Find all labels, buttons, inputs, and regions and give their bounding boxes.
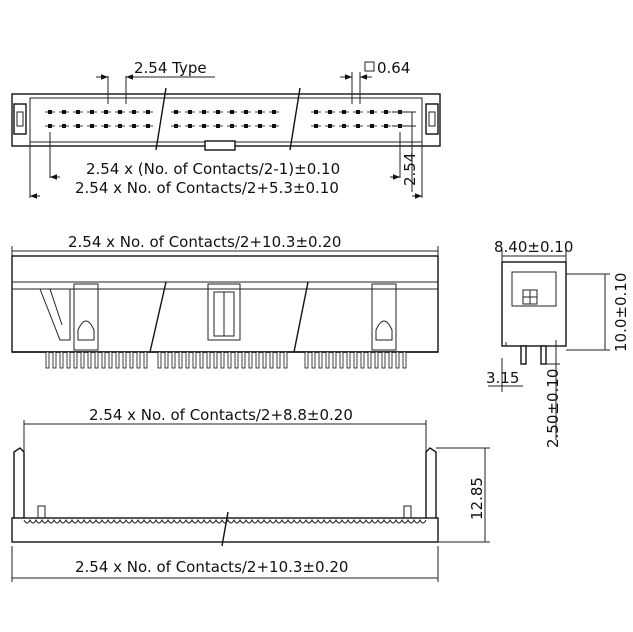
front-view-pin — [333, 352, 336, 368]
top-view-break-mark — [156, 88, 166, 150]
side-view-pin — [521, 346, 526, 364]
front-view-pin — [389, 352, 392, 368]
front-view-pin — [340, 352, 343, 368]
top-view — [12, 59, 440, 198]
front-view-pin — [116, 352, 119, 368]
front-length-label: 2.54 x No. of Contacts/2+10.3±0.20 — [68, 233, 342, 251]
front-view-pin — [67, 352, 70, 368]
front-view-pin — [277, 352, 280, 368]
front-view-pin — [249, 352, 252, 368]
front-view-pin — [179, 352, 182, 368]
front-view-pin — [256, 352, 259, 368]
bottom-overall-label: 2.54 x No. of Contacts/2+10.3±0.20 — [75, 558, 349, 576]
front-view-pin — [214, 352, 217, 368]
front-view-pin — [193, 352, 196, 368]
front-view-pin — [53, 352, 56, 368]
front-view-pin — [81, 352, 84, 368]
front-view-pin — [186, 352, 189, 368]
side-view-cavity — [512, 272, 556, 306]
top-view-right-ear — [426, 104, 438, 134]
front-left-latch — [40, 289, 70, 340]
front-view-pin — [396, 352, 399, 368]
side-width-label: 8.40±0.10 — [494, 238, 574, 256]
front-view-pin — [242, 352, 245, 368]
front-view-pin — [382, 352, 385, 368]
front-view-pin — [109, 352, 112, 368]
bottom-left-stop — [38, 506, 45, 518]
front-view-pin — [312, 352, 315, 368]
bottom-span-label: 2.54 x No. of Contacts/2+8.8±0.20 — [89, 406, 353, 424]
front-break-mark — [294, 282, 308, 352]
front-view-pin — [263, 352, 266, 368]
front-view-pin — [137, 352, 140, 368]
front-view-pin — [46, 352, 49, 368]
front-view-pin — [354, 352, 357, 368]
front-left-notch — [78, 321, 94, 340]
front-right-notch — [376, 321, 392, 340]
square-pin-symbol-icon — [365, 62, 374, 71]
top-view-left-ear — [14, 104, 26, 134]
bottom-right-latch — [426, 448, 436, 518]
front-view-pin — [326, 352, 329, 368]
front-view-pin — [221, 352, 224, 368]
top-view-key — [205, 141, 235, 150]
front-view-pin — [403, 352, 406, 368]
front-view-pin — [165, 352, 168, 368]
front-view-pin — [347, 352, 350, 368]
front-view-pin — [130, 352, 133, 368]
front-view-pin — [95, 352, 98, 368]
bottom-break-mark — [222, 512, 228, 546]
side-view — [486, 238, 630, 448]
front-break-mark — [150, 282, 166, 352]
inner-span-label: 2.54 x (No. of Contacts/2-1)±0.10 — [86, 160, 341, 178]
front-view-pin — [228, 352, 231, 368]
bottom-view-contact-edge — [24, 520, 426, 523]
outer-span-label: 2.54 x No. of Contacts/2+5.3±0.10 — [75, 179, 339, 197]
front-view-pin — [60, 352, 63, 368]
side-view-pin — [541, 346, 546, 364]
front-view-pin — [102, 352, 105, 368]
pitch-label: 2.54 Type — [134, 59, 207, 77]
front-view-pin — [88, 352, 91, 368]
front-view-pin — [172, 352, 175, 368]
front-view-pin — [144, 352, 147, 368]
front-view-housing — [12, 256, 438, 352]
front-view-pin — [270, 352, 273, 368]
bottom-right-stop — [404, 506, 411, 518]
front-view-pin — [235, 352, 238, 368]
top-view-break-mark — [290, 88, 300, 150]
side-height-label: 10.0±0.10 — [612, 272, 630, 352]
top-view-housing — [12, 94, 440, 146]
front-view-pin — [284, 352, 287, 368]
bottom-height-label: 12.85 — [468, 477, 486, 520]
front-view-pin — [74, 352, 77, 368]
front-view-pin — [158, 352, 161, 368]
top-view-inner-wall — [30, 98, 422, 142]
side-offset-label: 3.15 — [486, 369, 520, 387]
bottom-left-latch — [14, 448, 24, 518]
pin-size-label: 0.64 — [377, 59, 411, 77]
top-view-pin-rows — [45, 110, 405, 128]
front-view-pin — [368, 352, 371, 368]
front-view-pins — [46, 352, 406, 368]
front-view-pin — [200, 352, 203, 368]
front-view-pin — [305, 352, 308, 368]
row-spacing-label: 2.54 — [401, 152, 419, 186]
front-view — [12, 233, 438, 368]
front-view-pin — [123, 352, 126, 368]
front-view-pin — [361, 352, 364, 368]
side-pin-length-label: 2.50±0.10 — [544, 368, 562, 448]
bottom-view — [12, 406, 490, 582]
front-view-pin — [319, 352, 322, 368]
front-view-pin — [207, 352, 210, 368]
front-view-pin — [375, 352, 378, 368]
